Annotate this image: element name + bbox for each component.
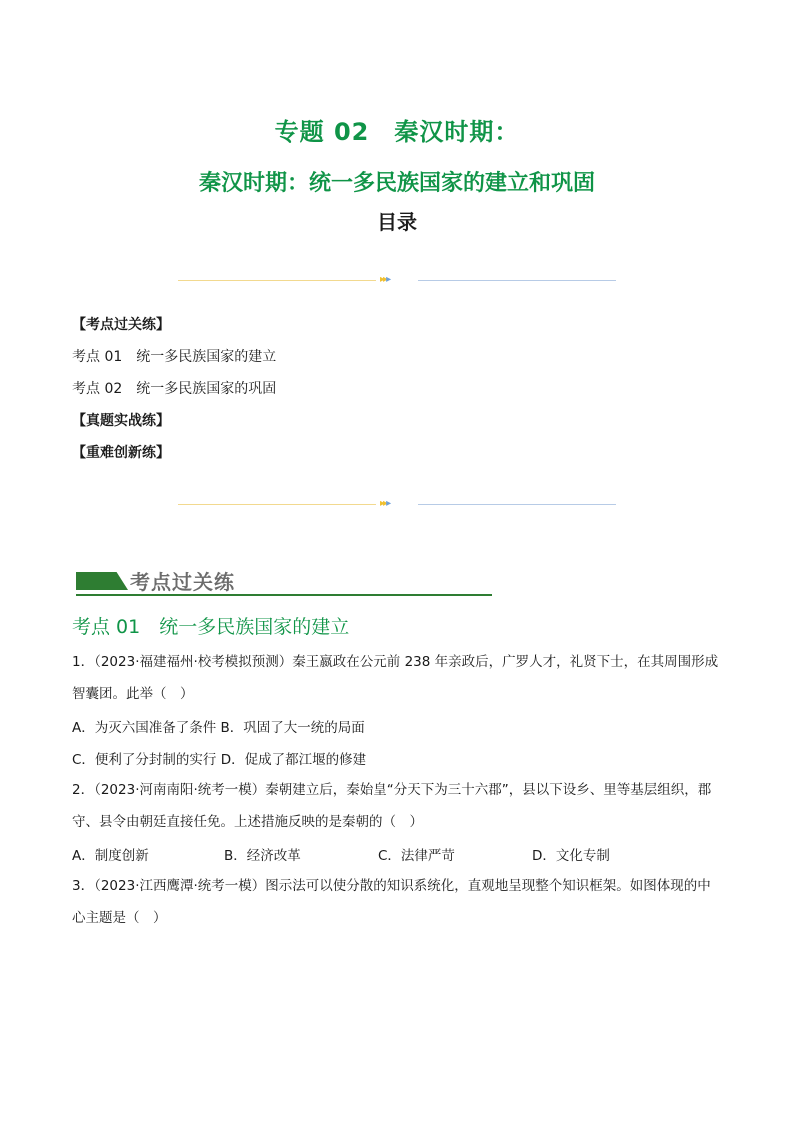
section-banner-rule (76, 594, 492, 596)
question-1-options-row-1: A．为灭六国准备了条件 B．巩固了大一统的局面 (72, 720, 365, 736)
toc-item[interactable]: 【考点过关练】 (72, 317, 170, 333)
page-title: 专题 02 秦汉时期： (274, 118, 520, 146)
banner-trapezoid-icon (76, 572, 128, 590)
question-1-text: 1．（2023·福建福州·校考模拟预测）秦王嬴政在公元前 238 年亲政后，广罗人才，礼贤下士，在其周围形成智囊团。此举（ ） (72, 654, 719, 702)
divider-line-left (178, 280, 376, 281)
divider-arrows-icon: ▸▸▸ (380, 274, 390, 285)
toc-item[interactable]: 考点 01 统一多民族国家的建立 (72, 349, 277, 365)
divider-line-right (418, 280, 616, 281)
section-banner (76, 566, 492, 598)
question-2-options (72, 844, 724, 864)
divider-arrows-icon: ▸▸▸ (380, 498, 390, 509)
toc-item[interactable]: 【重难创新练】 (72, 445, 170, 461)
toc-item[interactable]: 【真题实战练】 (72, 413, 170, 429)
section-banner-label: 考点过关练 (130, 570, 235, 594)
divider-top (178, 276, 616, 286)
question-1-options-row-2: C．便利了分封制的实行 D．促成了都江堰的修建 (72, 752, 367, 768)
question-3-text: 3．（2023·江西鹰潭·统考一模）图示法可以使分散的知识系统化，直观地呈现整个知识框架。如图体现的中心主题是（ ） (72, 878, 711, 926)
section-heading: 考点 01 统一多民族国家的建立 (72, 616, 350, 638)
divider-line-right (418, 504, 616, 505)
option-a[interactable]: A．制度创新 (72, 848, 149, 864)
option-b[interactable]: B．经济改革 (224, 848, 301, 864)
page-subtitle: 秦汉时期：统一多民族国家的建立和巩固 (198, 171, 595, 196)
toc-title: 目录 (377, 210, 417, 234)
option-d[interactable]: D．文化专制 (532, 848, 610, 864)
option-c[interactable]: C．法律严苛 (378, 848, 455, 864)
toc-item[interactable]: 考点 02 统一多民族国家的巩固 (72, 381, 277, 397)
divider-bottom (178, 500, 616, 510)
question-2-text: 2．（2023·河南南阳·统考一模）秦朝建立后，秦始皇“分天下为三十六郡”，县以下设乡、里等基层组织，郡守、县令由朝廷直接任免。上述措施反映的是秦朝的（ ） (72, 782, 712, 830)
divider-line-left (178, 504, 376, 505)
